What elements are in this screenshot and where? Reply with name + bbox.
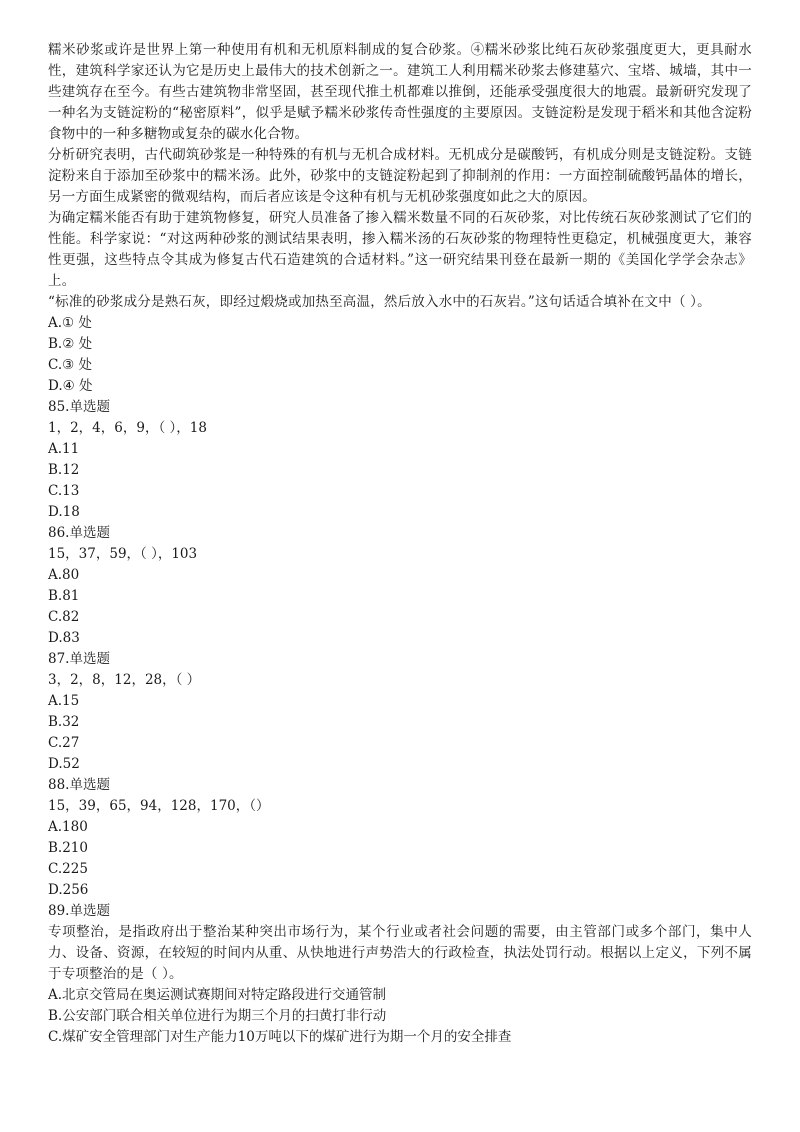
option-b: B.81 [48, 588, 80, 604]
option-c: C.225 [48, 861, 88, 877]
passage-paragraph-2: 分析研究表明，古代砌筑砂浆是一种特殊的有机与无机合成材料。无机成分是碳酸钙，有机成分则是支链淀粉。支链淀粉来自于添加至砂浆中的糯米汤。此外，砂浆中的支链淀粉起到了抑制剂的作用：一方面控制硫酸钙晶体的增长，另一方面生成紧密的微观结构，而后者应该是令这种有机与无机砂浆强度如此之大的原因。 [48, 147, 752, 205]
option-d: D.18 [48, 504, 80, 520]
question-87-header: 87.单选题 [48, 651, 110, 667]
question-89-header: 89.单选题 [48, 903, 110, 919]
question-86-header: 86.单选题 [48, 525, 110, 541]
option-d: D.52 [48, 756, 80, 772]
option-a: A.80 [48, 567, 80, 583]
question-85-header: 85.单选题 [48, 399, 110, 415]
option-c: C.13 [48, 483, 80, 499]
option-a: A.① 处 [48, 315, 92, 331]
option-c: C.③ 处 [48, 357, 93, 373]
passage-paragraph-1: 糯米砂浆或许是世界上第一种使用有机和无机原料制成的复合砂浆。④糯米砂浆比纯石灰砂浆强度更大，更具耐水性，建筑科学家还认为它是历史上最伟大的技术创新之一。建筑工人利用糯米砂浆去修建墓穴、宝塔、城墙，其中一些建筑存在至今。有些古建筑物非常坚固，甚至现代推土机都难以推倒，还能承受强度很大的地震。最新研究发现了一种名为支链淀粉的“秘密原料”，似乎是赋予糯米砂浆传奇性强度的主要原因。支链淀粉是发现于稻米和其他含淀粉食物中的一种多糖物或复杂的碳水化合物。 [48, 42, 752, 142]
option-b: B.② 处 [48, 336, 93, 352]
option-d: D.④ 处 [48, 378, 93, 394]
option-a: A.北京交管局在奥运测试赛期间对特定路段进行交通管制 [48, 987, 387, 1003]
option-a: A.15 [48, 693, 80, 709]
option-b: B.12 [48, 462, 80, 478]
option-d: D.83 [48, 630, 80, 646]
option-c: C.煤矿安全管理部门对生产能力10万吨以下的煤矿进行为期一个月的安全排查 [48, 1029, 512, 1045]
option-a: A.180 [48, 819, 88, 835]
option-d: D.256 [48, 882, 89, 898]
option-b: B.210 [48, 840, 88, 856]
question-88-stem: 15，39，65，94，128，170，（） [48, 798, 270, 814]
question-87-stem: 3，2，8，12，28，（ ） [48, 672, 201, 688]
question-86-stem: 15，37，59，（ ），103 [48, 546, 198, 562]
question-84-stem: “标准的砂浆成分是熟石灰，即经过煅烧或加热至高温，然后放入水中的石灰岩。”这句话适合填补在文中（ ）。 [48, 294, 711, 310]
question-89-stem: 专项整治，是指政府出于整治某种突出市场行为，某个行业或者社会问题的需要，由主管部门或多个部门，集中人力、设备、资源，在较短的时间内从重、从快地进行声势浩大的行政检查，执法处罚行动。根据以上定义，下列不属于专项整治的是（ ）。 [48, 924, 752, 982]
document-page [48, 40, 752, 1048]
option-c: C.82 [48, 609, 80, 625]
passage-paragraph-3: 为确定糯米能否有助于建筑物修复，研究人员准备了掺入糯米数量不同的石灰砂浆，对比传统石灰砂浆测试了它们的性能。科学家说：“对这两种砂浆的测试结果表明，掺入糯米汤的石灰砂浆的物理特性更稳定，机械强度更大，兼容性更强，这些特点令其成为修复古代石造建筑的合适材料。”这一研究结果刊登在最新一期的《美国化学学会杂志》上。 [48, 210, 752, 289]
option-b: B.公安部门联合相关单位进行为期三个月的扫黄打非行动 [48, 1008, 387, 1024]
question-88-header: 88.单选题 [48, 777, 110, 793]
option-a: A.11 [48, 441, 80, 457]
option-c: C.27 [48, 735, 80, 751]
question-85-stem: 1，2，4，6，9，（ ），18 [48, 420, 207, 436]
option-b: B.32 [48, 714, 80, 730]
